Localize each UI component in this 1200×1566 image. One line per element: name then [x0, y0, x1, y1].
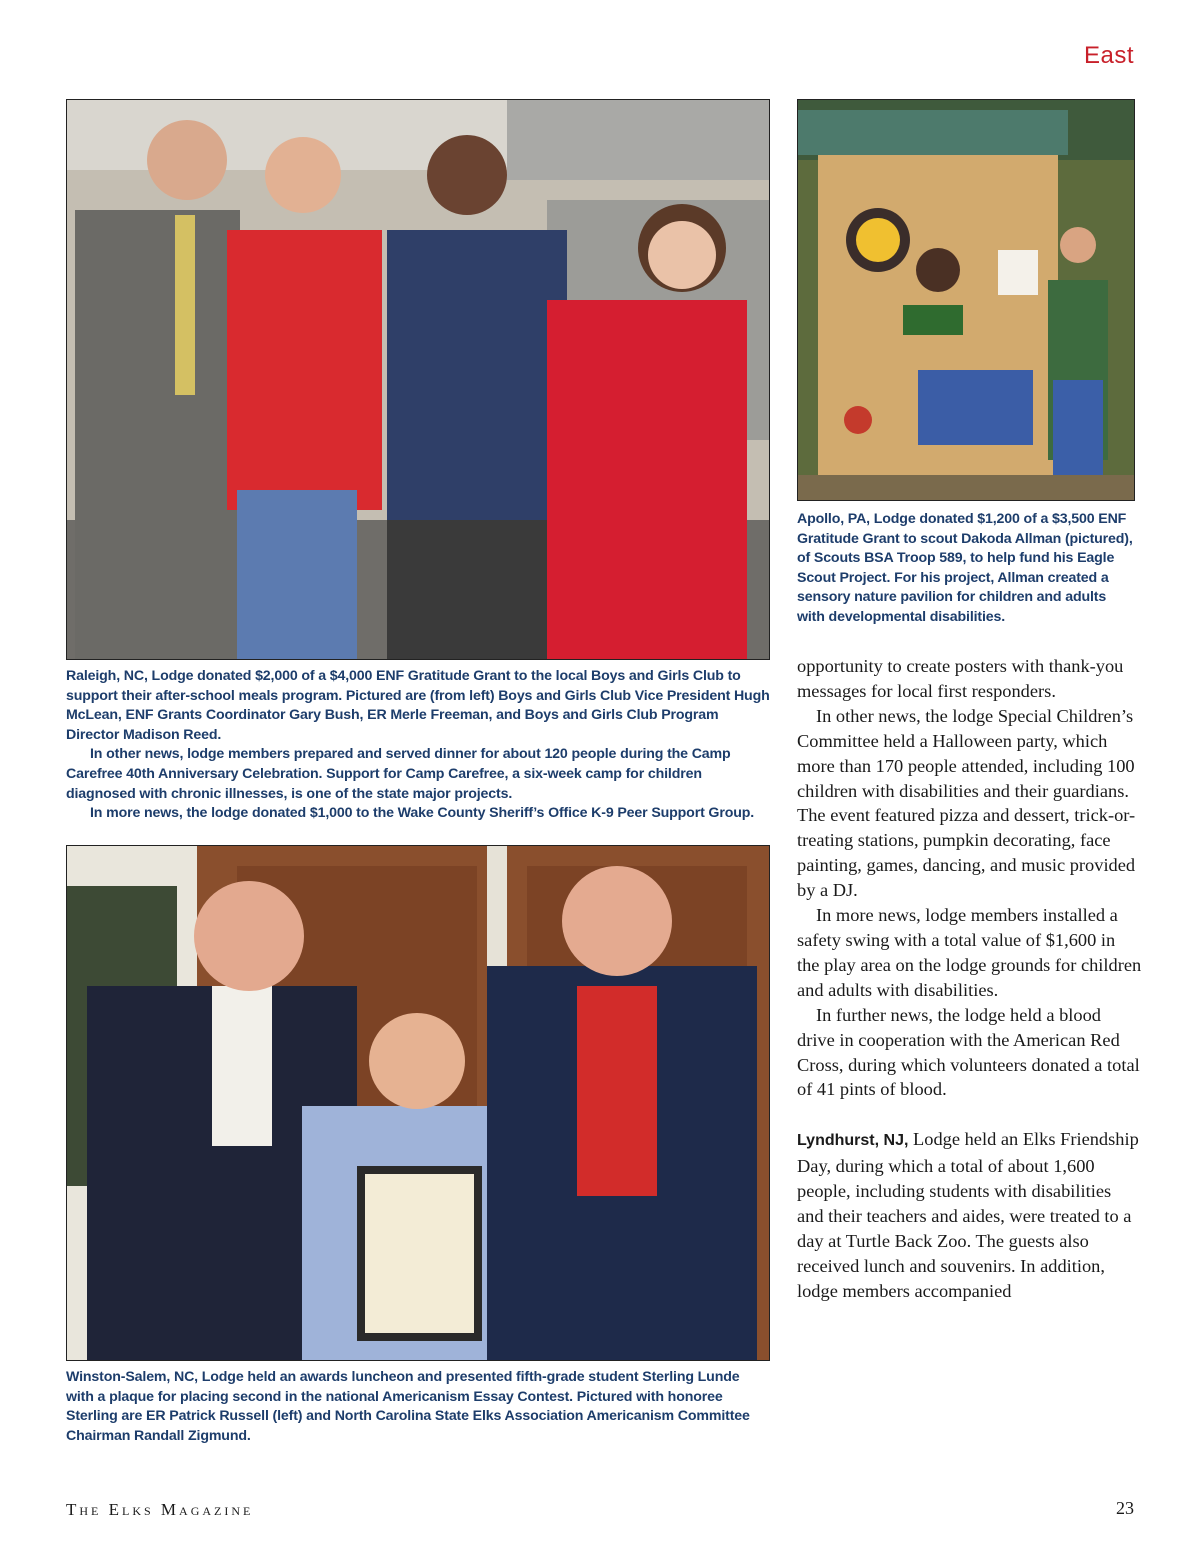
winston-caption	[66, 1368, 766, 1446]
raleigh-photo-illustration	[67, 100, 769, 659]
apollo-photo	[797, 99, 1135, 501]
body-paragraph-3: In more news, lodge members installed a safety swing with a total value of $1,600 in the play area on the lodge grounds for children and adults with disabilities.	[797, 905, 1142, 1000]
body-paragraph-2: In other news, the lodge Special Children’s Committee held a Halloween party, which more than 170 people attended, including 100 children with disabilities and their guardians. The event featured pizza and dessert, trick-or-treating stations, pumpkin decorating, face painting, games, dancing, and music provided by a DJ.	[797, 705, 1136, 901]
section-label: East	[1083, 42, 1134, 69]
raleigh-caption-text: Lodge donated $2,000 of a $4,000 ENF Gratitude Grant to the local Boys and Girls Club to support their after-school meals program. Pictured are (from left) Boys and Girls Club Vice President Hugh McLean, ENF Grants Coordinator Gary Bush, ER Merle Freeman, and Boys and Girls Club Program Director Madison Reed.	[66, 668, 770, 743]
body-paragraph-4: In further news, the lodge held a blood drive in cooperation with the American Red Cross, during which volunteers donated a total of 41 pints of blood.	[797, 1004, 1140, 1100]
apollo-caption	[797, 510, 1135, 628]
winston-photo-illustration	[67, 846, 769, 1360]
winston-caption-location: Winston-Salem, NC,	[66, 1369, 198, 1385]
raleigh-caption-location: Raleigh, NC,	[66, 668, 148, 684]
page-number: 23	[1116, 1498, 1134, 1518]
raleigh-caption-para3: In more news, the lodge donated $1,000 to the Wake County Sheriff’s Office K-9 Peer Support Group.	[90, 805, 755, 822]
apollo-caption-text: Lodge donated $1,200 of a $3,500 ENF Gratitude Grant to scout Dakoda Allman (pictured), of Scouts BSA Troop 589, to help fund his Eagle Scout Project. For his project, Allman created a sensory nature pavilion for children and adults with developmental disabilities.	[797, 511, 1133, 625]
body-column	[797, 654, 1142, 1304]
raleigh-caption	[66, 667, 770, 824]
magazine-title: The Elks Magazine	[66, 1500, 254, 1519]
body-paragraph-5: Lodge held an Elks Friendship Day, during which a total of about 1,600 people, including students with disabilities and their teachers and aides, were treated to a day at Turtle Back Zoo. The guests also received lunch and souvenirs. In addition, lodge members accompanied	[797, 1129, 1139, 1301]
raleigh-caption-para2: In other news, lodge members prepared and served dinner for about 120 people during the Camp Carefree 40th Anniversary Celebration. Support for Camp Carefree, a six-week camp for children diagnosed with chronic illnesses, is one of the state major projects.	[66, 746, 731, 802]
body-paragraph-1: opportunity to create posters with thank-you messages for local first responders.	[797, 656, 1124, 701]
apollo-photo-illustration	[798, 100, 1134, 500]
winston-photo	[66, 845, 770, 1361]
raleigh-photo	[66, 99, 770, 660]
lyndhurst-location: Lyndhurst, NJ,	[797, 1132, 909, 1150]
winston-caption-text: Lodge held an awards luncheon and presented fifth-grade student Sterling Lunde with a plaque for placing second in the national Americanism Essay Contest. Pictured with honoree Sterling are ER Patrick Russell (left) and North Carolina State Elks Association Americanism Committee Chairman Randall Zigmund.	[66, 1369, 750, 1444]
apollo-caption-location: Apollo, PA,	[797, 511, 870, 527]
paragraph-gap	[797, 1102, 1142, 1127]
